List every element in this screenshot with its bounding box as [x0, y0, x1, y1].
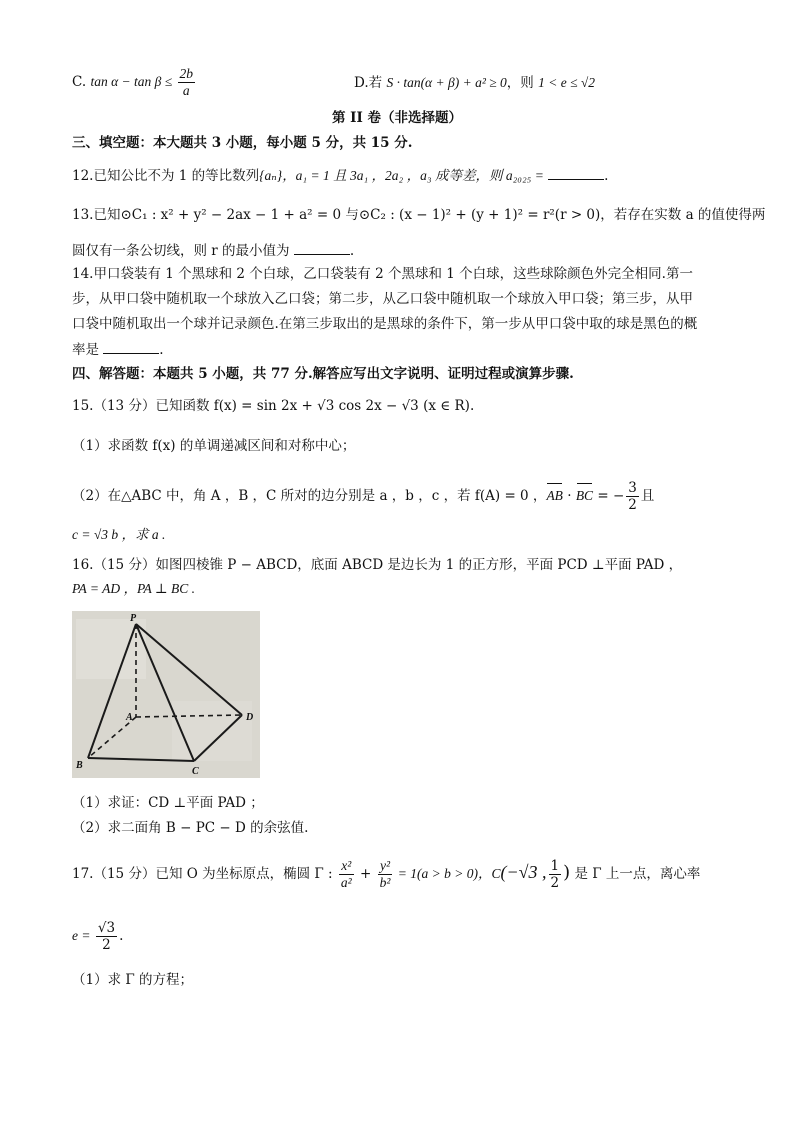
- q17-b2: b²: [379, 875, 391, 890]
- question-15-stem: 15.（13 分）已知函数 f(x) = sin 2x + √3 cos 2x − √3 (x ∈ R).: [72, 398, 475, 414]
- q15-frac-den: 2: [628, 497, 637, 513]
- label-b: B: [76, 760, 83, 771]
- part2-title: 第 II 卷（非选择题）: [331, 110, 463, 126]
- question-12: [72, 165, 608, 186]
- option-c-lhs: tan α − tan β ≤: [90, 74, 176, 89]
- option-c-denominator: a: [182, 83, 190, 98]
- q12-end: .: [604, 168, 609, 184]
- question-15-part2: [72, 480, 654, 513]
- option-d-expr: S · tan(α + β) + a² ≥ 0: [386, 75, 507, 90]
- q17-pt-den: 2: [550, 875, 560, 891]
- question-14-line3: 口袋中随机取出一个球并记录颜色.在第三步取出的是黑球的条件下，第一步从甲口袋中取的球是黑色的概: [72, 316, 698, 332]
- q12-pre: 12.已知公比不为 1 的等比数列: [72, 168, 260, 184]
- q15-p2-pre: （2）在△ABC 中，角 A ，B ，C 所对的边分别是 a ，b ，c ，若 f(A) = 0 ，: [72, 488, 547, 504]
- question-16-line1: 16.（15 分）如图四棱锥 P − ABCD，底面 ABCD 是边长为 1 的正方形，平面 PCD ⊥平面 PAD ，: [72, 557, 683, 573]
- pyramid-svg: [72, 611, 260, 778]
- q17-point-post: ): [563, 862, 571, 883]
- q17-a2: a²: [340, 875, 352, 890]
- option-d-mid: ，则: [506, 75, 539, 91]
- q15-frac-num: 3: [628, 480, 637, 496]
- figure-bleed-through-2: [172, 701, 252, 761]
- label-c: C: [192, 766, 199, 777]
- q17-plus: +: [355, 866, 376, 882]
- q14-l4: 率是: [72, 342, 99, 358]
- question-17-stem: [72, 858, 700, 891]
- q15-fraction: [626, 480, 639, 513]
- question-16-part2: （2）求二面角 B − PC − D 的余弦值.: [72, 820, 309, 836]
- q15-dot: ·: [562, 488, 576, 504]
- question-15-part2-line2: c = √3 b ，求 a .: [72, 527, 166, 542]
- q15-eq: = −: [593, 488, 625, 504]
- option-c: [72, 66, 197, 99]
- q17-e-pre: e =: [72, 928, 94, 943]
- option-d-label: D.若: [354, 75, 387, 91]
- question-15-part1: （1）求函数 f(x) 的单调递减区间和对称中心；: [72, 438, 356, 454]
- q17-e-end: .: [119, 928, 124, 944]
- q12-cond: ，a₁ = 1 且 3a₁ ，2a₂ ，a₃ 成等差，则 a₂₀₂₅ =: [282, 168, 544, 183]
- vector-ab: AB: [546, 486, 563, 506]
- option-d-result: 1 < e ≤ √2: [538, 75, 596, 90]
- question-16-line2: PA = AD ，PA ⊥ BC .: [72, 581, 195, 596]
- q17-x2: x²: [339, 858, 354, 875]
- option-c-fraction: [178, 66, 196, 99]
- option-c-numerator: 2b: [179, 66, 194, 81]
- label-a: A: [126, 712, 133, 723]
- q14-answer-blank[interactable]: [103, 339, 159, 354]
- q13-l2: 圆仅有一条公切线，则 r 的最小值为: [72, 243, 290, 259]
- question-14-line1: 14.甲口袋装有 1 个黑球和 2 个白球，乙口袋装有 2 个黑球和 1 个白球，这些球除颜色外完全相同.第一: [72, 266, 693, 282]
- question-14-line2: 步，从甲口袋中随机取一个球放入乙口袋；第二步，从乙口袋中随机取一个球放入甲口袋；第三步，从甲: [72, 291, 693, 307]
- question-14-line4: [72, 339, 164, 360]
- option-c-label: C.: [72, 74, 87, 90]
- q17-point-pre: (−√3 ,: [500, 862, 547, 882]
- q17-eq: = 1(a > b > 0)，C: [394, 866, 501, 881]
- q17-x-fraction: [339, 858, 354, 891]
- vector-bc: BC: [576, 486, 593, 506]
- q17-point-fraction: [549, 858, 562, 891]
- q12-answer-blank[interactable]: [548, 165, 604, 180]
- section3-title: 三、填空题：本大题共 3 小题，每小题 5 分，共 15 分.: [72, 135, 413, 151]
- q17-pt-num: 1: [550, 858, 560, 874]
- question-17-eccentricity: [72, 920, 123, 953]
- question-13-line2: [72, 240, 354, 261]
- q13-end: .: [349, 243, 355, 259]
- question-17-part1: （1）求 Γ 的方程；: [72, 972, 194, 988]
- label-p: P: [130, 613, 137, 624]
- q13-answer-blank[interactable]: [294, 240, 350, 255]
- q17-post: 是 Γ 上一点，离心率: [570, 866, 701, 882]
- pyramid-figure: [72, 611, 260, 778]
- q12-seq: {aₙ}: [259, 168, 283, 183]
- question-13-line1: 13.已知⊙C₁ : x² + y² − 2ax − 1 + a² = 0 与⊙C₂ : (x − 1)² + (y + 1)² = r²(r > 0)，若存在实数 a 的值使得两: [72, 207, 766, 223]
- label-d: D: [246, 712, 254, 723]
- question-16-part1: （1）求证：CD ⊥平面 PAD ；: [72, 795, 264, 811]
- q17-e-den: 2: [102, 937, 111, 953]
- q14-end: .: [159, 342, 164, 358]
- q17-pre: 17.（15 分）已知 O 为坐标原点，椭圆 Γ :: [72, 866, 337, 882]
- option-d: [354, 73, 595, 93]
- q17-y-fraction: [378, 858, 393, 891]
- q17-e-fraction: [96, 920, 117, 953]
- q15-p2-end: 且: [640, 488, 655, 504]
- q17-y2: y²: [378, 858, 393, 875]
- q17-e-num: √3: [97, 920, 116, 936]
- section4-title: 四、解答题：本题共 5 小题，共 77 分.解答应写出文字说明、证明过程或演算步骤.: [72, 366, 574, 382]
